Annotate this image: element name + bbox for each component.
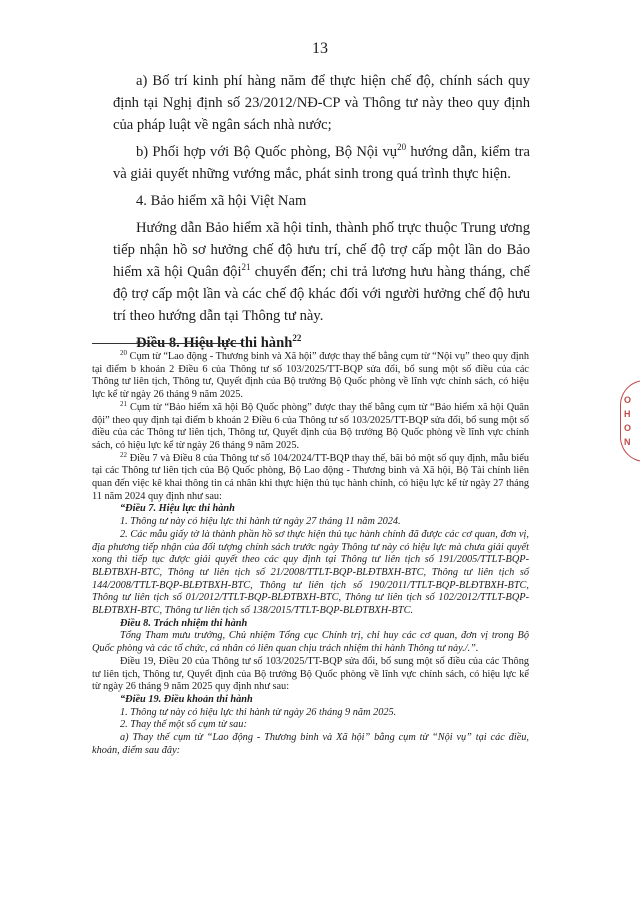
footnote-20-text: Cụm từ “Lao động - Thương binh và Xã hội” được thay thế bằng cụm từ “Nội vụ” theo quy định tại điểm b khoản 2 Điều 6 của Thông tư số 103/2025/TT-BQP sửa đổi, bổ sung một số điều của các Thông tư liên tịch, Thông tư, Quyết định của Bộ trưởng Bộ Quốc phòng về lĩnh vực chính sách, có hiệu lực kể từ ngày 26 tháng 9 năm 2025. — [92, 351, 529, 401]
quoted-article-19-clause-2a: a) Thay thế cụm từ “Lao động - Thương binh và Xã hội” bằng cụm từ “Nội vụ” tại các điều, khoản, điểm sau đây: — [92, 732, 529, 756]
stamp-letter: N — [624, 437, 631, 447]
footnote-21-text: Cụm từ “Bảo hiểm xã hội Bộ Quốc phòng” được thay thế bằng cụm từ “Bảo hiểm xã hội Quân đội” theo quy định tại điểm b khoản 2 Điều 6 của Thông tư số 103/2025/TT-BQP sửa đổi, bổ sung một số điều của các Thông tư liên tịch, Thông tư, Quyết định của Bộ trưởng Bộ Quốc phòng về lĩnh vực chính sách, có hiệu lực kể từ ngày 26 tháng 9 năm 2025. — [92, 401, 529, 451]
footnote-ref-21[interactable]: 21 — [241, 262, 251, 272]
paragraph-b-start: b) Phối hợp với Bộ Quốc phòng, Bộ Nội vụ — [136, 144, 398, 160]
main-body — [113, 70, 530, 359]
stamp-letter: H — [624, 409, 631, 419]
stamp-letter: O — [624, 423, 632, 433]
footnote-20 — [92, 351, 529, 402]
quoted-article-19-clause-2: 2. Thay thế một số cụm từ sau: — [120, 719, 247, 731]
stamp-letter: O — [624, 395, 632, 405]
paragraph-b-end: hướng dẫn, kiểm tra và giải quyết những vướng mắc, phát sinh trong quá trình thực hiện. — [113, 144, 530, 182]
footnote-22-text: Điều 7 và Điều 8 của Thông tư số 104/2024/TT-BQP thay thế, bãi bỏ một số quy định, mẫu biểu tại các Thông tư liên tịch của Bộ Quốc phòng, Bộ Lao động - Thương binh và Xã hội, Bộ Tài chính liên quan đến việc kê khai thông tin cá nhân khi thực hiện thủ tục hành chính, có hiệu lực kể từ ngày 27 tháng 11 năm 2024 quy định như sau: — [92, 452, 529, 502]
footnote-ref-20[interactable]: 20 — [397, 142, 407, 152]
footnote-22-number: 22 — [120, 450, 127, 459]
paragraph-guidance-start: Hướng dẫn Bảo hiểm xã hội tỉnh, thành phố trực thuộc Trung ương tiếp nhận hồ sơ hưởng chế độ hưu trí, chế độ trợ cấp một lần do Bảo hiểm xã hội Quân đội — [113, 220, 530, 280]
quoted-article-8-title: Điều 8. Trách nhiệm thi hành — [120, 617, 248, 629]
page-number: 13 — [312, 40, 328, 57]
quoted-article-8-body: Tổng Tham mưu trưởng, Chủ nhiệm Tổng cục Chính trị, chỉ huy các cơ quan, đơn vị trong Bộ Quốc phòng và các tổ chức, cá nhân có liên quan chịu trách nhiệm thi hành Thông tư này./.”. — [92, 630, 529, 655]
footnote-ref-22[interactable]: 22 — [292, 333, 302, 343]
article-8-title: Điều 8. Hiệu lực thi hành — [136, 335, 293, 351]
footnote-separator — [92, 343, 242, 344]
quoted-article-7-clause-1: 1. Thông tư này có hiệu lực thi hành từ ngày 27 tháng 11 năm 2024. — [120, 516, 401, 528]
paragraph-b — [113, 141, 530, 185]
quoted-article-19-title: “Điều 19. Điều khoản thi hành — [120, 693, 253, 705]
footnotes — [92, 351, 529, 758]
footnote-20-number: 20 — [120, 349, 127, 357]
footnote-21-number: 21 — [120, 399, 127, 408]
paragraph-a: a) Bố trí kinh phí hàng năm để thực hiện chế độ, chính sách quy định tại Nghị định số 23/2012/NĐ-CP và Thông tư này theo quy định của pháp luật về ngân sách nhà nước; — [113, 73, 530, 133]
paragraph-guidance — [113, 217, 530, 327]
section-4-heading: 4. Bảo hiểm xã hội Việt Nam — [136, 193, 307, 209]
quoted-article-19-clause-1: 1. Thông tư này có hiệu lực thi hành từ ngày 26 tháng 9 năm 2025. — [120, 706, 397, 718]
paragraph-guidance-end: chuyển đến; chi trả lương hưu hàng tháng, chế độ trợ cấp một lần và các chế độ khác đối với người hưởng chế độ hưu trí theo hướng dẫn tại Thông tư này. — [113, 264, 530, 324]
footnote-22 — [92, 450, 529, 504]
red-seal-stamp — [620, 380, 640, 462]
quoted-article-7-title: “Điều 7. Hiệu lực thi hành — [120, 503, 235, 515]
quoted-article-7-clause-2: 2. Các mẫu giấy tờ là thành phần hồ sơ thực hiện thủ tục hành chính đã được các cơ quan, đơn vị, địa phương tiếp nhận của đối tượng chính sách trước ngày Thông tư này có hiệu lực mà chưa giải quyết xong thì tiếp tục được giải quyết theo các quy định tại Thông tư liên tịch số 191/2005/TTLT-BQP-BLĐTBXH-BTC, Thông tư liên tịch số 21/2008/TTLT-BQP-BLĐTBXH-BTC, Thông tư liên tịch số 144/2008/TTLT-BQP-BLĐTBXH-BTC, Thông tư liên tịch số 190/2011/TTLT-BQP-BLĐTBXH-BTC, Thông tư liên tịch số 01/2012/TTLT-BQP-BLĐTBXH-BTC, Thông tư liên tịch số 102/2012/TTLT-BQP-BLĐTBXH-BTC, Thông tư liên tịch số 138/2015/TTLT-BQP-BLĐTBXH-BTC. — [92, 528, 529, 617]
footnote-22-continuation: Điều 19, Điều 20 của Thông tư số 103/2025/TT-BQP sửa đổi, bổ sung một số điều của các Thông tư liên tịch, Thông tư, Quyết định của Bộ trưởng Bộ Quốc phòng về lĩnh vực chính sách, có hiệu lực kể từ ngày 26 tháng 9 năm 2025 quy định như sau: — [92, 655, 529, 693]
footnote-21 — [92, 399, 529, 453]
